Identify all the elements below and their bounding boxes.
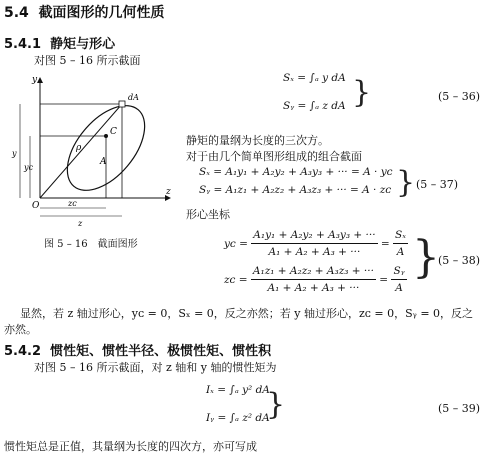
subsection-heading-1 [4, 33, 115, 52]
section-number: 5.4 [4, 5, 29, 21]
y-axis-label: y [32, 75, 38, 85]
dA-element [119, 101, 125, 107]
eq38-yc-numerator: A₁y₁ + A₂y₂ + A₃y₃ + ··· [251, 228, 377, 244]
eq38-zc-equals: = [379, 273, 389, 286]
zc-dim-label: zᴄ [68, 199, 77, 208]
eq38-zc-result-num: Sᵧ [391, 264, 406, 280]
centroid-coords-label: 形心坐标 [186, 208, 230, 221]
eq36-number: (5 – 36) [438, 90, 481, 103]
eq38-zc-result-den: A [395, 282, 403, 294]
subsection-title: 静矩与形心 [50, 37, 116, 52]
eq38-yc-fraction [251, 228, 377, 259]
eq39-number: (5 – 39) [438, 402, 481, 415]
eq38-zc-denominator: A₁ + A₂ + A₃ + ··· [267, 282, 360, 294]
section-figure [10, 70, 180, 238]
intro-text-1: 对图 5 – 16 所示截面 [34, 54, 141, 67]
figure-caption: 图 5 – 16 截面图形 [44, 239, 138, 250]
centroid-label: C [110, 127, 117, 137]
eq38-zc-lhs: zᴄ = [224, 273, 248, 286]
eq37-line1: Sₓ = A₁y₁ + A₂y₂ + A₃y₃ + ··· = A · yᴄ [199, 166, 393, 178]
z-dim-label: z [78, 219, 83, 228]
yc-dim-label: yᴄ [24, 163, 33, 172]
eq39-brace: } [266, 387, 286, 422]
eq37-brace: } [396, 165, 416, 200]
area-label: A [100, 157, 107, 167]
intro-text-2: 对图 5 – 16 所示截面，对 z 轴和 y 轴的惯性矩为 [34, 361, 277, 374]
centroid-point [104, 134, 108, 138]
section-title: 截面图形的几何性质 [38, 5, 165, 21]
dimension-text: 静矩的量纲为长度的三次方。 [186, 134, 329, 147]
rho-label: ρ [76, 143, 82, 153]
section-heading [4, 2, 165, 22]
eq38-zc-numerator: A₁z₁ + A₂z₂ + A₃z₃ + ··· [251, 264, 376, 280]
subsection-title: 惯性矩、惯性半径、极惯性矩、惯性积 [50, 344, 272, 359]
eq38-number: (5 – 38) [438, 254, 481, 267]
eq36-sx: Sₓ = ∫ₐ y dA [283, 72, 346, 84]
eq37-line2: Sᵧ = A₁z₁ + A₂z₂ + A₃z₃ + ··· = A · zᴄ [199, 184, 392, 196]
eq39-iz: Iₓ = ∫ₐ y² dA [206, 384, 270, 396]
eq38-yc-result-den: A [396, 246, 405, 258]
eq38-yc-denominator: A₁ + A₂ + A₃ + ··· [268, 246, 361, 258]
eq38-yc-lhs: yᴄ = [224, 237, 248, 250]
eq38-zc-result [391, 264, 406, 295]
eq39-iy: Iᵧ = ∫ₐ z² dA [206, 412, 270, 424]
eq38-zc-fraction [251, 264, 376, 295]
subsection-number: 5.4.1 [4, 37, 42, 52]
eq36-sy: Sᵧ = ∫ₐ z dA [283, 100, 346, 112]
subsection-heading-2 [4, 340, 271, 359]
eq38-yc [224, 228, 408, 259]
para1-line1: 显然，若 z 轴过形心，yᴄ = 0，Sₓ = 0，反之亦然；若 y 轴过形心，zᴄ = 0，Sᵧ = 0，反之 [20, 307, 474, 320]
dA-label: dA [128, 93, 139, 102]
origin-label: O [32, 201, 40, 211]
eq38-brace: } [412, 232, 440, 283]
para1-line2: 亦然。 [4, 323, 37, 336]
eq36-brace: } [352, 75, 372, 110]
closing-text: 惯性矩总是正值，其量纲为长度的四次方，亦可写成 [4, 440, 257, 453]
eq38-yc-equals: = [380, 237, 390, 250]
eq38-yc-result-num: Sₓ [393, 228, 408, 244]
eq37-number: (5 – 37) [416, 178, 459, 191]
y-dim-label: y [12, 149, 17, 158]
eq38-zc [224, 264, 407, 295]
composite-text: 对于由几个简单图形组成的组合截面 [186, 150, 362, 163]
eq38-yc-result [393, 228, 408, 259]
z-axis-label: z [166, 187, 171, 197]
subsection-number: 5.4.2 [4, 344, 42, 359]
